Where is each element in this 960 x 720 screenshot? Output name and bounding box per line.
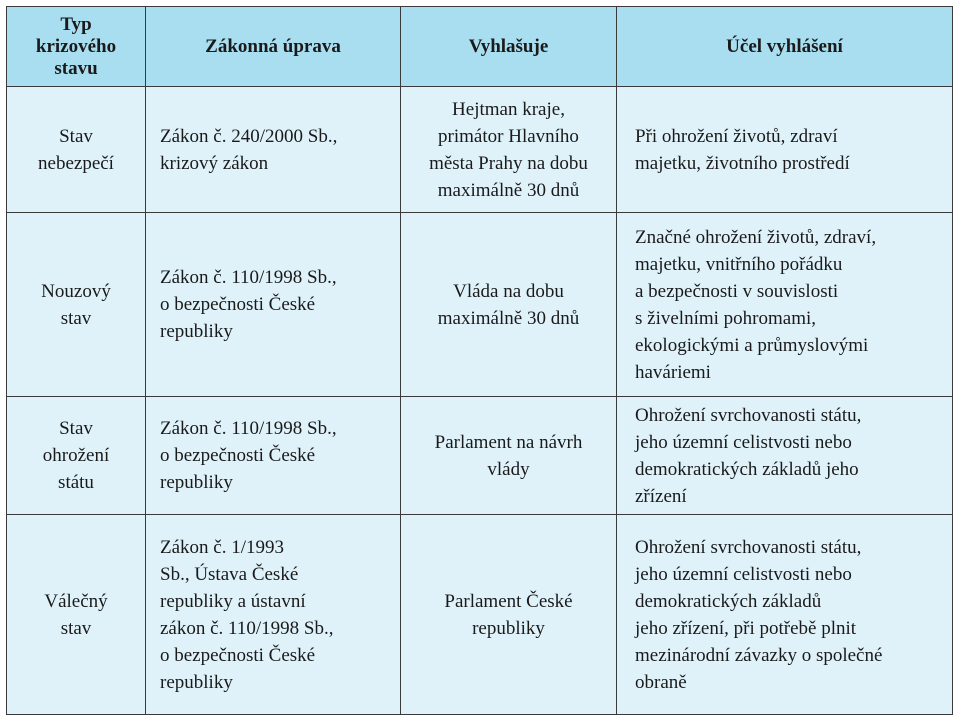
cell-line: Zákon č. 110/1998 Sb., [160, 267, 337, 288]
cell-line: republiky [160, 472, 233, 493]
crisis-type-cell [7, 515, 146, 715]
table-row [7, 213, 953, 397]
cell-line: demokratických základů [635, 590, 822, 612]
cell-line: republiky a ústavní [160, 590, 306, 612]
purpose-cell [617, 397, 953, 515]
legal-basis-cell [146, 213, 401, 397]
cell-line: Značné ohrožení životů, zdraví, [635, 226, 877, 248]
header-line: Účel vyhlášení [726, 35, 843, 57]
cell-line: maximálně 30 dnů [437, 179, 580, 201]
header-row [7, 7, 953, 87]
cell-line: Při ohrožení životů, zdraví [635, 125, 838, 147]
cell-line: o bezpečnosti České [160, 445, 316, 466]
table-row [7, 397, 953, 515]
cell-line: jeho územní celistvosti nebo [635, 431, 852, 453]
purpose-cell [617, 213, 953, 397]
header-legal-basis [146, 7, 401, 87]
crisis-type-cell [7, 87, 146, 213]
header-purpose [617, 7, 953, 87]
crisis-type-cell [7, 213, 146, 397]
declared-by-cell [401, 397, 617, 515]
cell-line: Zákon č. 110/1998 Sb., [160, 418, 337, 439]
cell-line: stav [60, 617, 92, 639]
cell-line: republiky [160, 671, 233, 693]
cell-line: s živelními pohromami, [635, 307, 817, 329]
cell-line: ekologickými a průmyslovými [635, 334, 869, 356]
cell-line: ohrožení [42, 445, 110, 466]
cell-line: republiky [472, 617, 545, 639]
cell-line: a bezpečnosti v souvislosti [635, 280, 839, 302]
cell-line: mezinárodní závazky o společné [635, 644, 883, 666]
cell-line: státu [58, 472, 94, 493]
header-line: krizového [35, 35, 117, 57]
cell-line: Sb., Ústava České [160, 563, 299, 585]
cell-line: Parlament na návrh [434, 431, 583, 453]
cell-line: majetku, vnitřního pořádku [635, 253, 843, 275]
header-line: stavu [54, 57, 98, 79]
cell-line: majetku, životního prostředí [635, 152, 850, 174]
cell-line: o bezpečnosti České [160, 294, 316, 315]
declared-by-cell [401, 515, 617, 715]
legal-basis-cell [146, 397, 401, 515]
cell-line: primátor Hlavního [438, 125, 579, 147]
header-line: Vyhlašuje [468, 35, 549, 57]
cell-line: Nouzový [41, 280, 111, 302]
declared-by-cell [401, 213, 617, 397]
cell-line: Válečný [44, 590, 108, 612]
cell-line: o bezpečnosti České [160, 644, 316, 666]
cell-line: krizový zákon [160, 152, 269, 174]
crisis-type-cell [7, 397, 146, 515]
cell-line: stav [60, 307, 92, 329]
cell-line: Hejtman kraje, [452, 98, 565, 120]
cell-line: maximálně 30 dnů [437, 307, 580, 329]
purpose-cell [617, 515, 953, 715]
cell-line: jeho zřízení, při potřebě plnit [635, 617, 857, 639]
header-declared-by [401, 7, 617, 87]
cell-line: republiky [160, 321, 233, 342]
cell-line: demokratických základů jeho [635, 458, 859, 480]
cell-line: nebezpečí [38, 152, 114, 174]
header-line: Zákonná úprava [205, 35, 341, 57]
table-row [7, 515, 953, 715]
declared-by-cell [401, 87, 617, 213]
cell-line: obraně [635, 671, 687, 693]
cell-line: Ohrožení svrchovanosti státu, [635, 536, 862, 558]
cell-line: Parlament České [444, 590, 573, 612]
legal-basis-cell [146, 515, 401, 715]
cell-line: jeho územní celistvosti nebo [635, 563, 852, 585]
cell-line: Zákon č. 1/1993 [160, 536, 285, 558]
header-line: Typ [60, 13, 92, 35]
cell-line: vlády [487, 458, 530, 480]
cell-line: haváriemi [635, 361, 711, 383]
table-row [7, 87, 953, 213]
cell-line: Vláda na dobu [453, 280, 564, 302]
header-crisis-type [7, 7, 146, 87]
cell-line: Ohrožení svrchovanosti státu, [635, 404, 862, 426]
crisis-states-table [6, 6, 953, 715]
cell-line: města Prahy na dobu [429, 152, 588, 174]
cell-line: zřízení [635, 485, 687, 507]
purpose-cell [617, 87, 953, 213]
cell-line: Stav [59, 125, 93, 147]
cell-line: Stav [59, 418, 93, 439]
cell-line: Zákon č. 240/2000 Sb., [160, 125, 338, 147]
legal-basis-cell [146, 87, 401, 213]
cell-line: zákon č. 110/1998 Sb., [160, 617, 334, 639]
